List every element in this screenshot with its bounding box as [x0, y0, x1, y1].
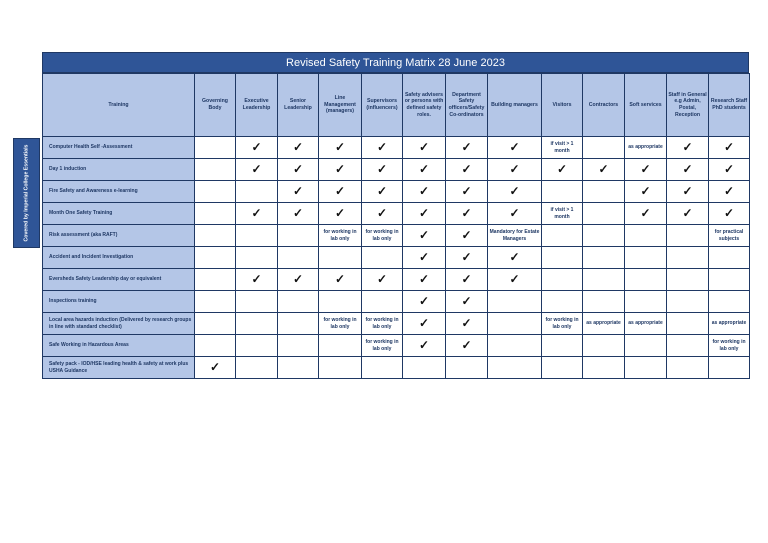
cell-note: Mandatory for Estate Managers: [488, 225, 542, 247]
cell-empty: [583, 357, 625, 379]
cell-empty: [195, 181, 236, 203]
cell-note: for working in lab only: [319, 225, 362, 247]
cell: [403, 313, 446, 335]
cell: [488, 247, 542, 269]
cell-empty: [667, 291, 709, 313]
cell-empty: [195, 335, 236, 357]
cell-empty: [542, 291, 583, 313]
cell: [278, 181, 319, 203]
cell: [446, 313, 488, 335]
cell-empty: [319, 335, 362, 357]
cell-note: for working in lab only: [319, 313, 362, 335]
cell: [403, 269, 446, 291]
cell: [446, 269, 488, 291]
cell-empty: [583, 269, 625, 291]
cell: [403, 225, 446, 247]
cell: [709, 203, 750, 225]
checkmark-icon: ✓: [334, 206, 346, 221]
cell-note: as appropriate: [583, 313, 625, 335]
cell: [667, 181, 709, 203]
matrix-table: [42, 73, 750, 379]
checkmark-icon: ✓: [461, 294, 472, 309]
checkmark-icon: ✓: [418, 206, 430, 221]
table-row: [43, 137, 750, 159]
checkmark-icon: ✓: [292, 206, 304, 221]
cell-note: as appropriate: [625, 313, 667, 335]
cell: [446, 159, 488, 181]
training-name: Eversheds Safety Leadership day or equivalent: [43, 269, 195, 291]
training-name: Month One Safety Training: [43, 203, 195, 225]
matrix-title: Revised Safety Training Matrix 28 June 2023: [42, 52, 749, 73]
cell: [625, 181, 667, 203]
checkmark-icon: ✓: [418, 250, 430, 265]
checkmark-icon: ✓: [334, 140, 346, 155]
cell: [362, 269, 403, 291]
checkmark-icon: ✓: [334, 272, 346, 287]
cell-empty: [583, 335, 625, 357]
column-header: Training: [43, 74, 195, 137]
checkmark-icon: ✓: [418, 228, 430, 243]
cell-empty: [488, 335, 542, 357]
checkmark-icon: ✓: [334, 162, 346, 177]
cell: [488, 269, 542, 291]
side-label-box: [13, 138, 40, 248]
cell-empty: [667, 357, 709, 379]
column-header: Senior Leadership: [278, 74, 319, 137]
cell-note: for working in lab only: [362, 335, 403, 357]
column-header: Executive Leadership: [236, 74, 278, 137]
checkmark-icon: ✓: [418, 316, 430, 331]
cell-empty: [236, 335, 278, 357]
checkmark-icon: ✓: [723, 162, 735, 177]
cell: [709, 181, 750, 203]
cell: [362, 181, 403, 203]
cell-empty: [583, 247, 625, 269]
cell-empty: [236, 357, 278, 379]
checkmark-icon: ✓: [556, 162, 568, 177]
cell-empty: [583, 203, 625, 225]
table-row: [43, 291, 750, 313]
checkmark-icon: ✓: [461, 272, 472, 287]
cell-note: for working in lab only: [709, 335, 750, 357]
cell: [488, 137, 542, 159]
cell-empty: [583, 137, 625, 159]
checkmark-icon: ✓: [461, 338, 472, 353]
training-name: Local area hazards induction (Delivered by research groups in line with standard checklist): [43, 313, 195, 335]
cell: [446, 203, 488, 225]
table-row: [43, 313, 750, 335]
training-name: Safe Working in Hazardous Areas: [43, 335, 195, 357]
cell: [403, 247, 446, 269]
table-row: [43, 269, 750, 291]
cell-note: if visit > 1 month: [542, 137, 583, 159]
cell: [446, 291, 488, 313]
checkmark-icon: ✓: [376, 162, 388, 177]
cell-empty: [446, 357, 488, 379]
checkmark-icon: ✓: [334, 184, 346, 199]
cell: [667, 137, 709, 159]
cell: [446, 137, 488, 159]
cell-empty: [542, 225, 583, 247]
cell-empty: [278, 357, 319, 379]
cell-empty: [195, 313, 236, 335]
cell-empty: [195, 291, 236, 313]
cell: [319, 137, 362, 159]
cell: [362, 159, 403, 181]
cell-empty: [236, 225, 278, 247]
cell-empty: [583, 291, 625, 313]
checkmark-icon: ✓: [251, 140, 262, 155]
cell: [362, 203, 403, 225]
column-header: Safety advisers or persons with defined safety roles.: [403, 74, 446, 137]
column-header: Staff in General e.g Admin, Postal, Reception: [667, 74, 709, 137]
cell-empty: [709, 357, 750, 379]
header-row: [43, 74, 750, 137]
checkmark-icon: ✓: [461, 316, 472, 331]
checkmark-icon: ✓: [723, 206, 735, 221]
training-name: Risk assessment (aka RAFT): [43, 225, 195, 247]
training-name: Day 1 induction: [43, 159, 195, 181]
cell-note: as appropriate: [709, 313, 750, 335]
cell-empty: [667, 225, 709, 247]
cell-empty: [236, 313, 278, 335]
cell-empty: [709, 247, 750, 269]
column-header: Governing Body: [195, 74, 236, 137]
cell-empty: [542, 357, 583, 379]
cell: [403, 335, 446, 357]
cell-empty: [625, 291, 667, 313]
cell-empty: [362, 357, 403, 379]
training-name: Computer Health Self -Assessment: [43, 137, 195, 159]
cell-empty: [488, 291, 542, 313]
cell: [319, 159, 362, 181]
cell: [403, 137, 446, 159]
cell: [403, 203, 446, 225]
checkmark-icon: ✓: [292, 162, 304, 177]
checkmark-icon: ✓: [723, 140, 735, 155]
cell-empty: [278, 313, 319, 335]
cell: [625, 159, 667, 181]
cell-note: for practical subjects: [709, 225, 750, 247]
cell: [236, 203, 278, 225]
checkmark-icon: ✓: [418, 338, 430, 353]
column-header: Contractors: [583, 74, 625, 137]
cell-empty: [236, 181, 278, 203]
column-header: Line Management (managers): [319, 74, 362, 137]
cell: [488, 203, 542, 225]
checkmark-icon: ✓: [682, 162, 693, 177]
cell: [403, 291, 446, 313]
checkmark-icon: ✓: [509, 162, 520, 177]
column-header: Soft services: [625, 74, 667, 137]
checkmark-icon: ✓: [509, 272, 520, 287]
cell-empty: [667, 269, 709, 291]
checkmark-icon: ✓: [640, 184, 651, 199]
cell-empty: [195, 159, 236, 181]
column-header: Building managers: [488, 74, 542, 137]
cell-empty: [278, 335, 319, 357]
cell: [403, 181, 446, 203]
table-row: [43, 159, 750, 181]
checkmark-icon: ✓: [418, 162, 430, 177]
checkmark-icon: ✓: [640, 206, 651, 221]
cell-empty: [542, 269, 583, 291]
cell-empty: [667, 313, 709, 335]
checkmark-icon: ✓: [723, 184, 735, 199]
cell: [446, 225, 488, 247]
checkmark-icon: ✓: [461, 250, 472, 265]
cell: [488, 181, 542, 203]
training-name: Inspections training: [43, 291, 195, 313]
checkmark-icon: ✓: [251, 162, 262, 177]
cell-empty: [542, 335, 583, 357]
cell: [667, 203, 709, 225]
cell-empty: [195, 203, 236, 225]
cell-empty: [195, 269, 236, 291]
table-row: [43, 225, 750, 247]
cell: [446, 247, 488, 269]
cell: [488, 159, 542, 181]
cell: [278, 159, 319, 181]
cell-empty: [488, 357, 542, 379]
checkmark-icon: ✓: [509, 250, 520, 265]
cell-empty: [583, 225, 625, 247]
cell-empty: [625, 335, 667, 357]
table-row: [43, 247, 750, 269]
cell-empty: [542, 247, 583, 269]
cell: [278, 269, 319, 291]
cell-empty: [319, 291, 362, 313]
checkmark-icon: ✓: [509, 206, 520, 221]
cell-empty: [625, 357, 667, 379]
checkmark-icon: ✓: [376, 140, 388, 155]
table-row: [43, 181, 750, 203]
cell-empty: [625, 225, 667, 247]
checkmark-icon: ✓: [376, 184, 388, 199]
checkmark-icon: ✓: [209, 360, 221, 375]
checkmark-icon: ✓: [682, 184, 693, 199]
cell-empty: [278, 291, 319, 313]
table-row: [43, 357, 750, 379]
cell-empty: [488, 313, 542, 335]
column-header: Supervisors (influencers): [362, 74, 403, 137]
checkmark-icon: ✓: [509, 184, 520, 199]
checkmark-icon: ✓: [509, 140, 520, 155]
checkmark-icon: ✓: [292, 140, 304, 155]
cell-empty: [625, 269, 667, 291]
cell-empty: [236, 247, 278, 269]
cell-empty: [362, 247, 403, 269]
cell-note: for working in lab only: [542, 313, 583, 335]
checkmark-icon: ✓: [376, 206, 388, 221]
cell-note: for working in lab only: [362, 313, 403, 335]
side-label-text: Covered by Imperial College Essentials: [23, 144, 30, 242]
checkmark-icon: ✓: [251, 272, 262, 287]
cell: [403, 159, 446, 181]
checkmark-icon: ✓: [682, 140, 693, 155]
cell-empty: [583, 181, 625, 203]
checkmark-icon: ✓: [418, 272, 430, 287]
cell: [278, 203, 319, 225]
checkmark-icon: ✓: [682, 206, 693, 221]
table-row: [43, 203, 750, 225]
cell-empty: [319, 247, 362, 269]
column-header: Visitors: [542, 74, 583, 137]
cell: [709, 159, 750, 181]
cell: [583, 159, 625, 181]
cell: [319, 181, 362, 203]
cell: [195, 357, 236, 379]
table-row: [43, 335, 750, 357]
cell: [709, 137, 750, 159]
cell: [236, 137, 278, 159]
cell-note: as appropriate: [625, 137, 667, 159]
matrix-body: [43, 137, 750, 379]
cell-empty: [278, 247, 319, 269]
checkmark-icon: ✓: [418, 294, 430, 309]
checkmark-icon: ✓: [461, 162, 472, 177]
training-name: Fire Safety and Awareness e-learning: [43, 181, 195, 203]
cell-empty: [667, 247, 709, 269]
cell: [319, 269, 362, 291]
cell: [362, 137, 403, 159]
cell: [319, 203, 362, 225]
cell: [446, 335, 488, 357]
cell-empty: [195, 247, 236, 269]
checkmark-icon: ✓: [461, 228, 472, 243]
cell-empty: [625, 247, 667, 269]
checkmark-icon: ✓: [461, 206, 472, 221]
checkmark-icon: ✓: [376, 272, 388, 287]
cell-empty: [709, 291, 750, 313]
training-name: Safety pack - IOD/HSE leading health & safety at work plus USHA Guidance: [43, 357, 195, 379]
column-header: Department Safety officers/Safety Co-ordinators: [446, 74, 488, 137]
checkmark-icon: ✓: [461, 140, 472, 155]
checkmark-icon: ✓: [640, 162, 651, 177]
cell: [446, 181, 488, 203]
cell-empty: [236, 291, 278, 313]
cell: [625, 203, 667, 225]
cell-empty: [362, 291, 403, 313]
cell: [236, 159, 278, 181]
cell-empty: [667, 335, 709, 357]
cell-note: for working in lab only: [362, 225, 403, 247]
cell: [542, 159, 583, 181]
cell-empty: [403, 357, 446, 379]
cell-empty: [278, 225, 319, 247]
checkmark-icon: ✓: [418, 184, 430, 199]
checkmark-icon: ✓: [598, 162, 609, 177]
cell-empty: [709, 269, 750, 291]
cell-empty: [542, 181, 583, 203]
cell-note: if visit > 1 month: [542, 203, 583, 225]
cell: [667, 159, 709, 181]
checkmark-icon: ✓: [292, 184, 304, 199]
checkmark-icon: ✓: [251, 206, 262, 221]
cell-empty: [195, 137, 236, 159]
cell-empty: [319, 357, 362, 379]
training-name: Accident and Incident Investigation: [43, 247, 195, 269]
checkmark-icon: ✓: [418, 140, 430, 155]
training-matrix: [42, 52, 749, 379]
cell: [236, 269, 278, 291]
checkmark-icon: ✓: [461, 184, 472, 199]
column-header: Research Staff PhD students: [709, 74, 750, 137]
cell-empty: [195, 225, 236, 247]
checkmark-icon: ✓: [292, 272, 304, 287]
cell: [278, 137, 319, 159]
